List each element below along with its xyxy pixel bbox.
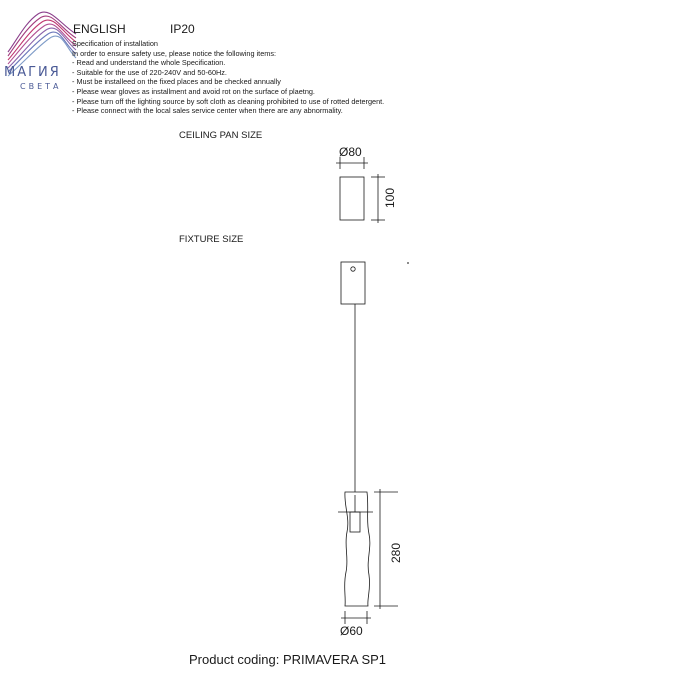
ceiling-pan-diameter: Ø80 — [339, 145, 362, 159]
spec-line: In order to ensure safety use, please notice the following items: — [72, 48, 277, 58]
fixture-size-label: FIXTURE SIZE — [179, 234, 244, 245]
brand-tagline: СВЕТА — [20, 82, 62, 91]
fixture-height: 280 — [389, 542, 403, 563]
spec-line: - Suitable for the use of 220-240V and 50-60Hz. — [72, 67, 227, 77]
spec-line: - Read and understand the whole Specification. — [72, 58, 226, 68]
brand-name: МАГИЯ — [4, 65, 61, 80]
fixture-canopy — [341, 262, 365, 304]
spec-line: - Please turn off the lighting source by soft cloth as cleaning prohibited to use of rotted detergent. — [72, 96, 385, 106]
product-coding: Product coding: PRIMAVERA SP1 — [189, 652, 387, 667]
ceiling-pan-height: 100 — [383, 187, 397, 208]
ceiling-pan-rect — [340, 177, 364, 220]
language-heading: ENGLISH — [73, 22, 126, 36]
spec-line: - Must be installeed on the fixed places and be checked annually — [72, 77, 281, 87]
spec-line: - Please connect with the local sales service center when there are any abnormality. — [72, 106, 343, 116]
ceiling-pan-size-label: CEILING PAN SIZE — [179, 130, 263, 141]
fixture-diameter: Ø60 — [340, 624, 363, 638]
glass-shade — [345, 492, 370, 606]
ip-rating: IP20 — [170, 22, 195, 36]
spec-line: Specification of installation — [72, 39, 158, 48]
spec-line: - Please wear gloves as installment and avoid rot on the surface of plaetng. — [72, 86, 315, 96]
